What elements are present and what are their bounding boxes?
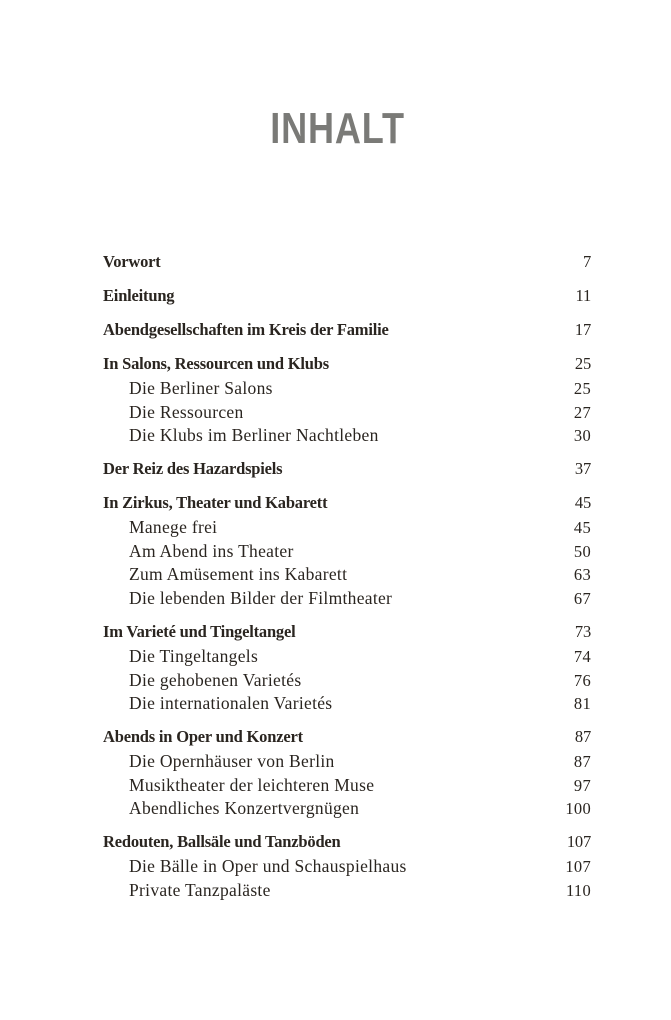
toc-chapter[interactable] <box>103 622 591 646</box>
toc-subsection[interactable] <box>103 880 591 904</box>
subsection-title: Die Ressourcen <box>129 401 244 422</box>
page-number: 97 <box>573 775 591 795</box>
subsection-title: Manege frei <box>129 517 218 538</box>
toc-chapter[interactable] <box>103 286 591 310</box>
page-number: 74 <box>573 646 591 666</box>
subsection-title: Zum Amüsement ins Kabarett <box>129 564 348 585</box>
chapter-title: Der Reiz des Hazardspiels <box>103 459 283 479</box>
toc-section <box>103 493 591 612</box>
toc-subsection[interactable] <box>103 402 591 426</box>
chapter-title: In Salons, Ressourcen und Klubs <box>103 354 329 373</box>
toc-subsection[interactable] <box>103 588 591 612</box>
toc-chapter[interactable] <box>103 493 591 517</box>
toc-subsection[interactable] <box>103 425 591 449</box>
toc-subsection[interactable] <box>103 798 591 822</box>
toc-chapter[interactable] <box>103 252 591 276</box>
page-number: 7 <box>582 252 591 271</box>
page-number: 45 <box>573 518 591 538</box>
subsection-title: Die Berliner Salons <box>129 378 273 398</box>
page-number: 76 <box>573 670 591 690</box>
page-number: 11 <box>575 286 591 305</box>
toc-subsection[interactable] <box>103 856 591 880</box>
page-number: 25 <box>574 354 591 373</box>
page-number: 87 <box>574 726 591 746</box>
subsection-title: Die Bälle in Oper und Schauspielhaus <box>129 855 407 876</box>
page-number: 45 <box>574 493 591 513</box>
page-number: 25 <box>573 379 591 398</box>
toc-subsection[interactable] <box>103 775 591 799</box>
page-number: 107 <box>565 856 591 876</box>
chapter-title: In Zirkus, Theater und Kabarett <box>103 493 328 513</box>
subsection-title: Die gehobenen Varietés <box>129 669 302 690</box>
page-number: 107 <box>566 831 591 851</box>
page-number: 67 <box>573 589 591 609</box>
toc-section <box>103 622 591 717</box>
toc-subsection[interactable] <box>103 693 591 717</box>
toc-section <box>103 832 591 903</box>
toc-section <box>103 286 591 310</box>
toc-chapter[interactable] <box>103 832 591 856</box>
toc-section <box>103 252 591 276</box>
subsection-title: Abendliches Konzertvergnügen <box>129 798 360 819</box>
toc-subsection[interactable] <box>103 541 591 565</box>
page-title: INHALT <box>270 104 405 153</box>
toc-chapter[interactable] <box>103 727 591 751</box>
page-number: 27 <box>573 402 591 422</box>
toc-chapter[interactable] <box>103 354 591 378</box>
toc-subsection[interactable] <box>103 517 591 541</box>
table-of-contents <box>103 252 591 913</box>
subsection-title: Musiktheater der leichteren Muse <box>129 774 375 795</box>
toc-chapter[interactable] <box>103 459 591 483</box>
chapter-title: Einleitung <box>103 286 175 305</box>
subsection-title: Die internationalen Varietés <box>129 693 333 714</box>
page-number: 63 <box>573 565 591 585</box>
toc-subsection[interactable] <box>103 751 591 775</box>
chapter-title: Abendgesellschaften im Kreis der Familie <box>103 320 389 339</box>
toc-subsection[interactable] <box>103 646 591 670</box>
page-number: 81 <box>573 694 591 714</box>
toc-section <box>103 354 591 449</box>
chapter-title: Abends in Oper und Konzert <box>103 726 303 746</box>
toc-section <box>103 727 591 822</box>
subsection-title: Die Klubs im Berliner Nachtleben <box>129 425 379 446</box>
page-number: 110 <box>565 880 591 900</box>
subsection-title: Die lebenden Bilder der Filmtheater <box>129 588 393 609</box>
page-number: 17 <box>574 320 591 339</box>
toc-section <box>103 459 591 483</box>
subsection-title: Die Tingeltangels <box>129 645 259 666</box>
toc-section <box>103 320 591 344</box>
toc-subsection[interactable] <box>103 378 591 402</box>
page-number: 100 <box>565 799 591 819</box>
chapter-title: Im Varieté und Tingeltangel <box>103 621 296 641</box>
toc-subsection[interactable] <box>103 564 591 588</box>
page-number: 73 <box>574 621 591 641</box>
page-number: 87 <box>573 751 591 771</box>
subsection-title: Am Abend ins Theater <box>129 540 294 561</box>
chapter-title: Vorwort <box>103 252 161 271</box>
page-number: 50 <box>573 541 591 561</box>
page-number: 37 <box>574 459 591 479</box>
page-number: 30 <box>573 426 591 446</box>
toc-subsection[interactable] <box>103 670 591 694</box>
subsection-title: Private Tanzpaläste <box>129 879 271 900</box>
subsection-title: Die Opernhäuser von Berlin <box>129 750 335 771</box>
toc-chapter[interactable] <box>103 320 591 344</box>
chapter-title: Redouten, Ballsäle und Tanzböden <box>103 831 341 851</box>
